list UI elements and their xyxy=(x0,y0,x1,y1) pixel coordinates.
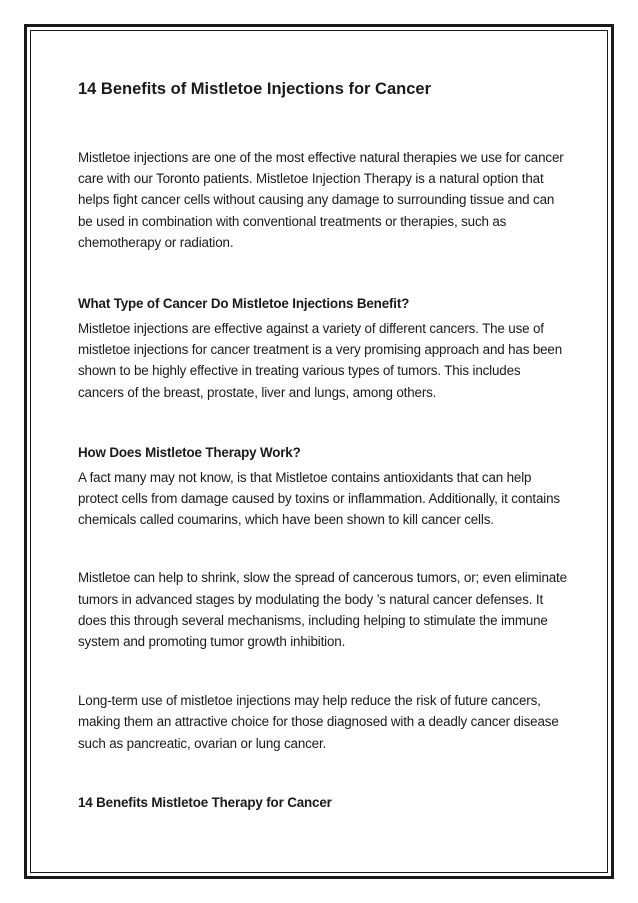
intro-paragraph: Mistletoe injections are one of the most effective natural therapies we use for cancer care with our Toronto patients. Mistletoe Injection Therapy is a natural option that helps fight cancer cells without causing any damage to surrounding tissue and can be used in combination with conventional treatments or therapies, such as chemotherapy or radiation. xyxy=(78,150,564,250)
document-title: 14 Benefits of Mistletoe Injections for Cancer xyxy=(78,80,431,98)
section-heading-how-it-works: How Does Mistletoe Therapy Work? xyxy=(78,444,301,460)
section-paragraph-how-it-works: A fact many may not know, is that Mistletoe contains antioxidants that can help protect cells from damage caused by toxins or inflammation. Additionally, it contains chemicals called coumarins, which have been shown to kill cancer cells. xyxy=(78,469,560,528)
section-heading-benefits: 14 Benefits Mistletoe Therapy for Cancer xyxy=(78,794,332,810)
section-paragraph-cancer-types: Mistletoe injections are effective against a variety of different cancers. The use of mistletoe injections for cancer treatment is a very promising approach and has been shown to be highly effective in treating various types of tumors. This includes cancers of the breast, prostate, liver and lungs, among others. xyxy=(78,321,563,400)
section-heading-cancer-types: What Type of Cancer Do Mistletoe Injections Benefit? xyxy=(78,296,410,312)
section-paragraph-long-term-use: Long-term use of mistletoe injections may help reduce the risk of future cancers, making them an attractive choice for those diagnosed with a deadly cancer disease such as pancreatic, ovarian or lung cancer. xyxy=(78,693,559,751)
document-content xyxy=(78,78,568,813)
section-paragraph-tumor-shrink: Mistletoe can help to shrink, slow the spread of cancerous tumors, or; even eliminate tumors in advanced stages by modulating the body ’s natural cancer defenses. It does this through several mechanisms, including helping to stimulate the immune system and promoting tumor growth inhibition. xyxy=(78,570,567,650)
